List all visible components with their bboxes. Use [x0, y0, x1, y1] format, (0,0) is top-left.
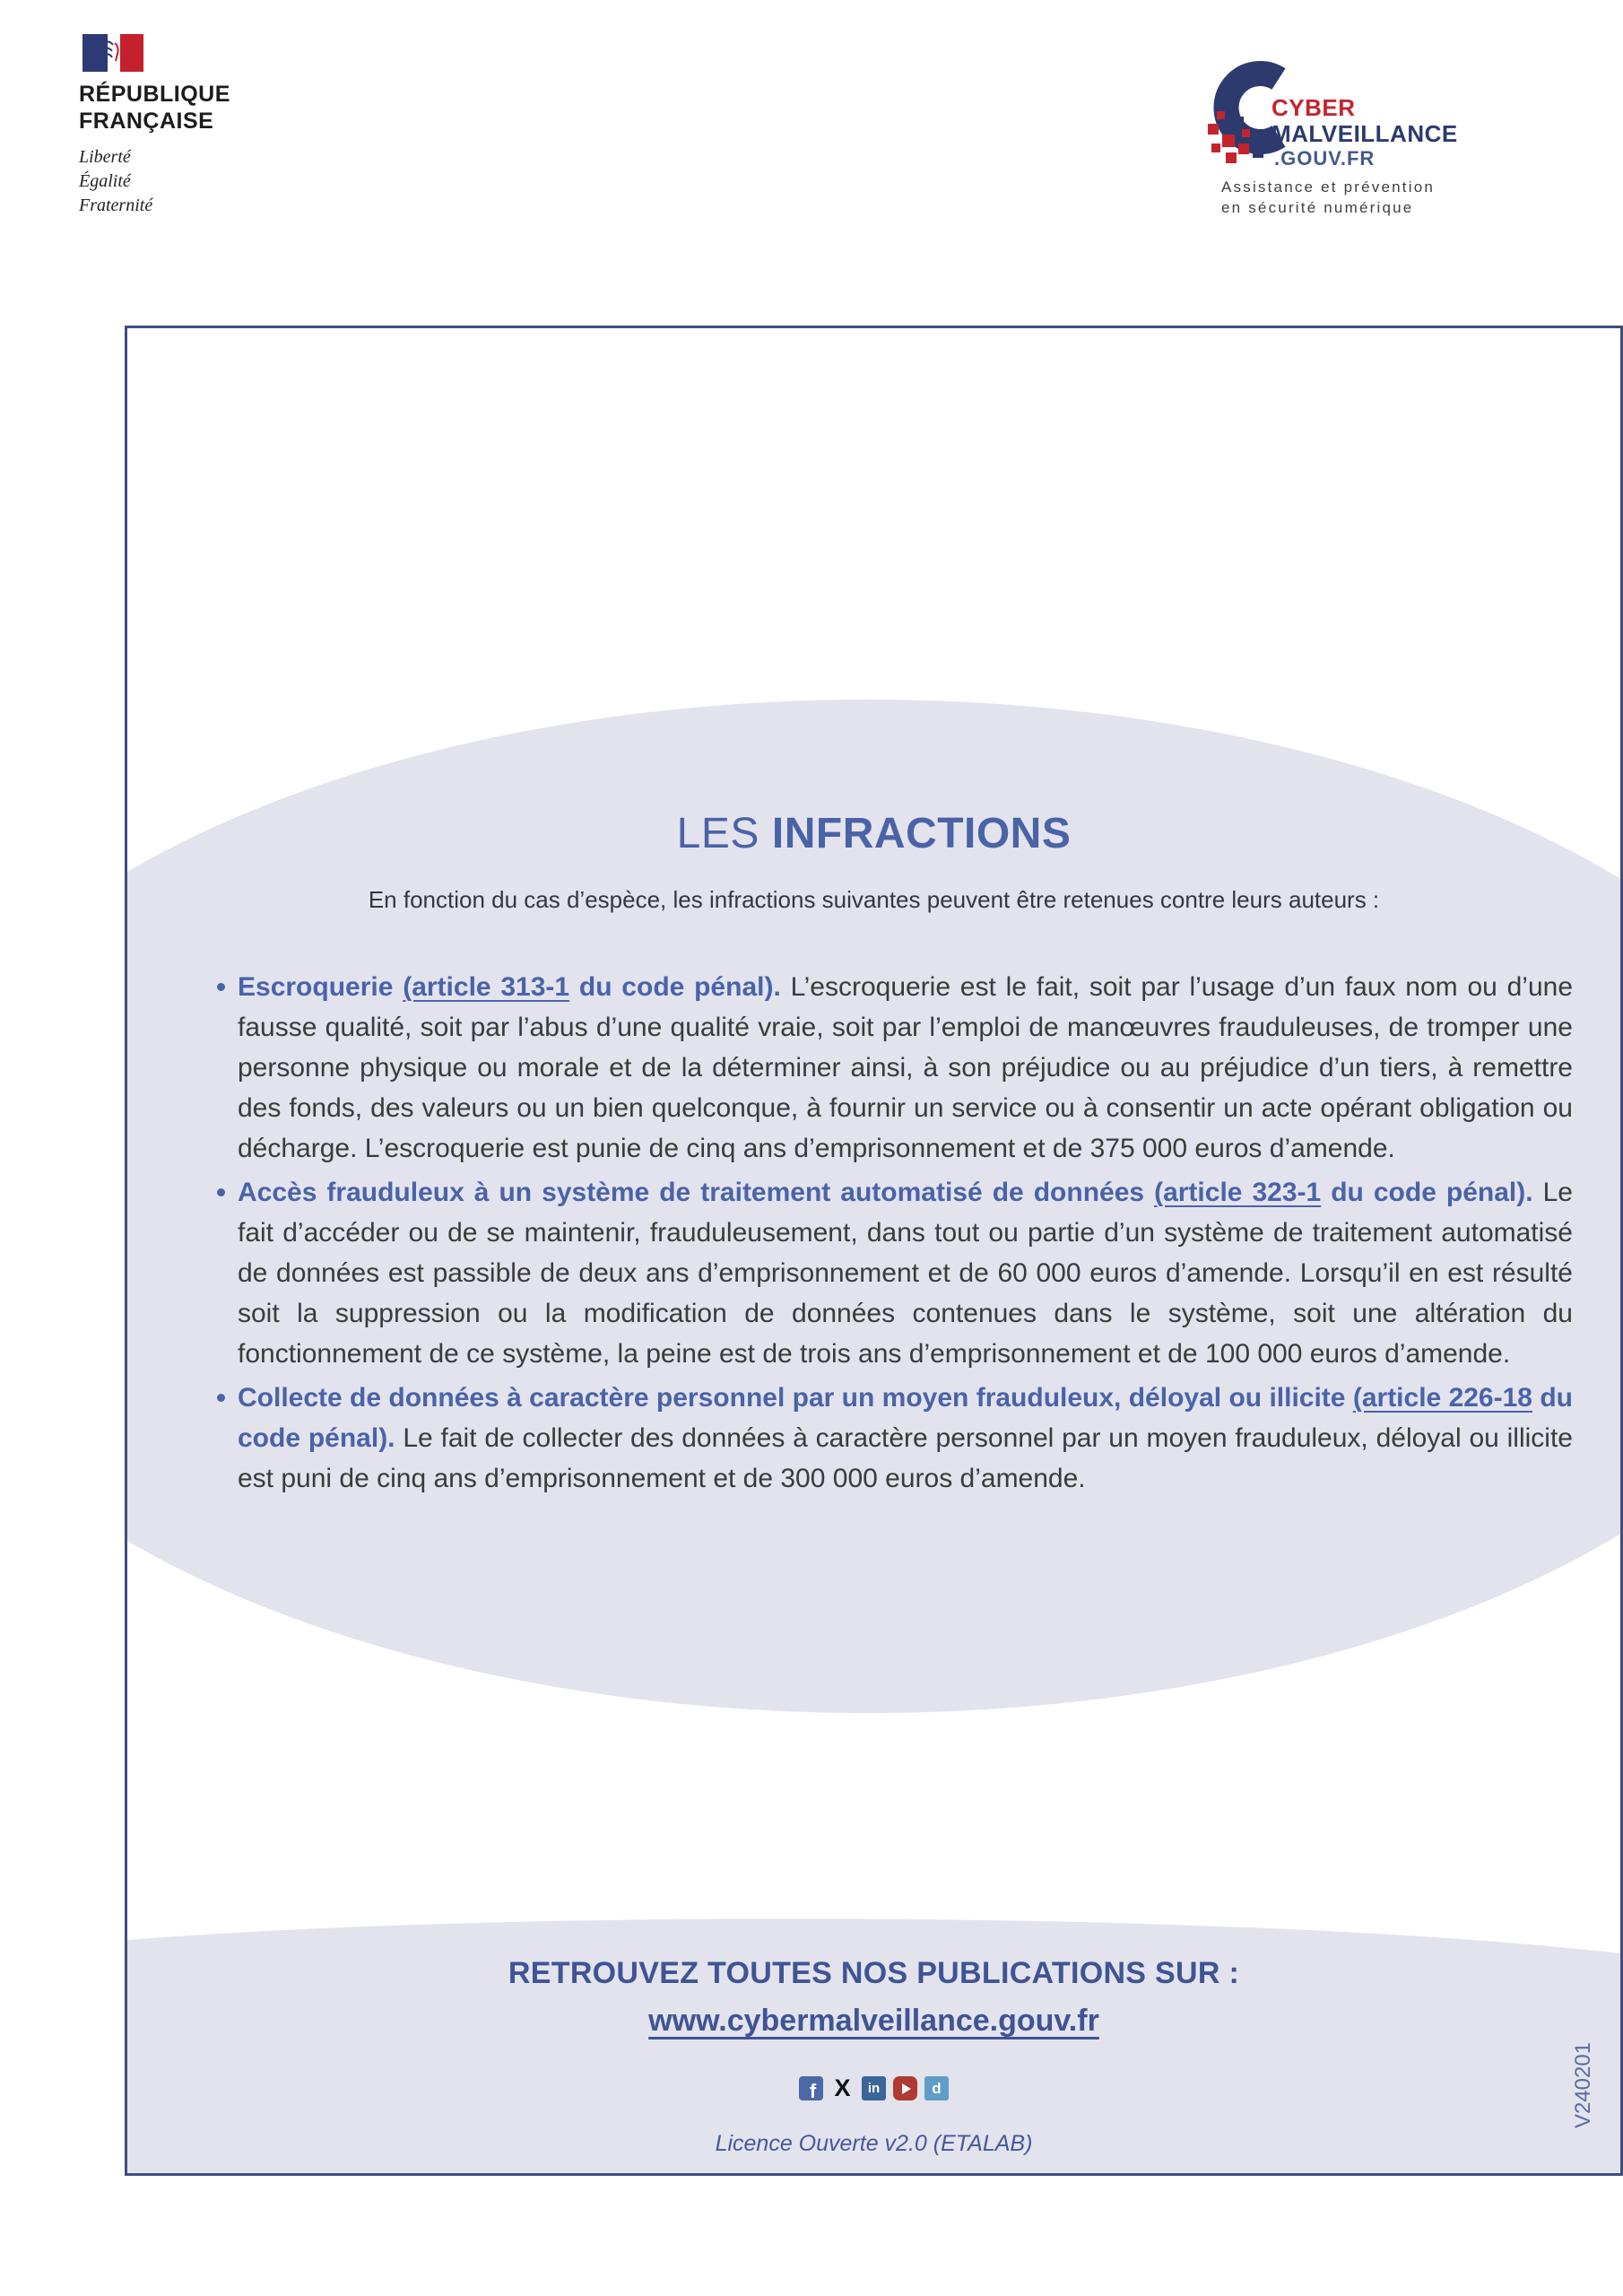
publications-heading: RETROUVEZ TOUTES NOS PUBLICATIONS SUR :	[508, 1956, 1240, 1990]
cyber-word: CYBER	[1271, 94, 1356, 121]
title-infractions: INFRACTIONS	[771, 810, 1072, 857]
page-title	[127, 809, 1620, 858]
x-twitter-icon[interactable]	[830, 2076, 855, 2100]
cyber-wordmark	[1271, 96, 1458, 169]
article-313-1-link[interactable]: (article 313-1	[403, 972, 570, 1002]
infraction-lead: Collecte de données à caractère personnel par un moyen frauduleux, déloyal ou illicite	[238, 1383, 1353, 1413]
tagline-line1: Assistance et prévention	[1221, 178, 1436, 196]
facebook-icon[interactable]	[799, 2076, 823, 2100]
title-les: LES	[676, 810, 759, 857]
infraction-collecte-donnees	[238, 1378, 1573, 1499]
social-icons-row	[127, 2076, 1620, 2100]
article-323-1-link[interactable]: (article 323-1	[1154, 1178, 1322, 1207]
rf-line2: FRANÇAISE	[79, 109, 214, 134]
version-label: V240201	[1571, 2041, 1595, 2129]
gouv-fr-word: .GOUV.FR	[1274, 147, 1376, 170]
bullet-dot-icon	[217, 1378, 238, 1499]
french-flag-icon	[82, 34, 143, 72]
malveillance-word: MALVEILLANCE	[1271, 120, 1458, 147]
motto-liberte: Liberté	[79, 147, 131, 167]
dailymotion-glyph: d	[932, 2079, 942, 2097]
cyber-tagline	[1221, 177, 1435, 218]
linkedin-icon[interactable]	[862, 2076, 886, 2100]
republique-francaise-logo	[79, 34, 230, 218]
infraction-lead-end: du code pénal).	[1321, 1178, 1533, 1207]
facebook-glyph: f	[809, 2079, 817, 2102]
infraction-body: Le fait de collecter des données à caractère personnel par un moyen frauduleux, déloyal ou illicite est puni de cinq ans d’emprisonnement et de 300 000 euros d’amende.	[238, 1423, 1573, 1493]
linkedin-glyph: in	[867, 2081, 881, 2096]
infraction-body: Le fait d’accéder ou de se maintenir, frauduleusement, dans tout ou partie d’un système de traitement automatisé de données est passible de deux ans d’emprisonnement et de 60 000 euros d’amende. Lorsqu’il en est résulté soit la suppression ou la modification de données contenues dans le système, soit une altération du fonctionnement de ce système, la peine est de trois ans d’emprisonnement et de 100 000 euros d’amende.	[238, 1178, 1573, 1369]
motto-egalite: Égalité	[79, 171, 131, 191]
bullet-dot-icon	[217, 967, 238, 1169]
infraction-body: L’escroquerie est le fait, soit par l’usage d’un faux nom ou d’une fausse qualité, soit par l’abus d’une qualité vraie, soit par l’emploi de manœuvres frauduleuses, de tromper une personne physique ou morale et de la déterminer ainsi, à son préjudice ou au préjudice d’un tiers, à remettre des fonds, des valeurs ou un bien quelconque, à fournir un service ou à consentir un acte opérant obligation ou décharge. L’escroquerie est punie de cinq ans d’emprisonnement et de 375 000 euros d’amende.	[238, 972, 1574, 1163]
x-glyph: X	[834, 2074, 851, 2101]
play-icon	[902, 2083, 911, 2094]
infraction-lead-end: du code pénal).	[569, 972, 781, 1002]
publications-band	[127, 1956, 1620, 2157]
subtitle: En fonction du cas d’espèce, les infractions suivantes peuvent être retenues contre leurs auteurs :	[368, 886, 1380, 913]
license-text: Licence Ouverte v2.0 (ETALAB)	[715, 2131, 1033, 2156]
dailymotion-icon[interactable]	[924, 2076, 949, 2100]
rf-line1: RÉPUBLIQUE	[79, 82, 230, 107]
rf-motto	[79, 145, 230, 218]
list-item	[217, 967, 1573, 1169]
motto-fraternite: Fraternité	[79, 196, 153, 215]
infraction-lead-end: du code pénal).	[238, 1383, 1573, 1453]
rf-wordmark	[79, 81, 230, 135]
youtube-icon[interactable]	[893, 2076, 917, 2100]
list-item	[217, 1378, 1573, 1499]
document-frame	[125, 326, 1623, 2176]
infraction-lead: Escroquerie	[238, 972, 404, 1002]
infraction-acces-frauduleux	[238, 1172, 1573, 1374]
list-item	[217, 1172, 1573, 1374]
marianne-profile-icon	[82, 34, 143, 72]
infraction-escroquerie	[238, 967, 1573, 1169]
infractions-list	[217, 967, 1573, 1502]
infraction-lead: Accès frauduleux à un système de traitement automatisé de données	[238, 1178, 1155, 1207]
article-226-18-link[interactable]: (article 226-18	[1352, 1383, 1532, 1413]
bullet-dot-icon	[217, 1172, 238, 1374]
tagline-line2: en sécurité numérique	[1221, 199, 1414, 216]
cybermalveillance-url-link[interactable]: www.cybermalveillance.gouv.fr	[648, 2004, 1099, 2038]
